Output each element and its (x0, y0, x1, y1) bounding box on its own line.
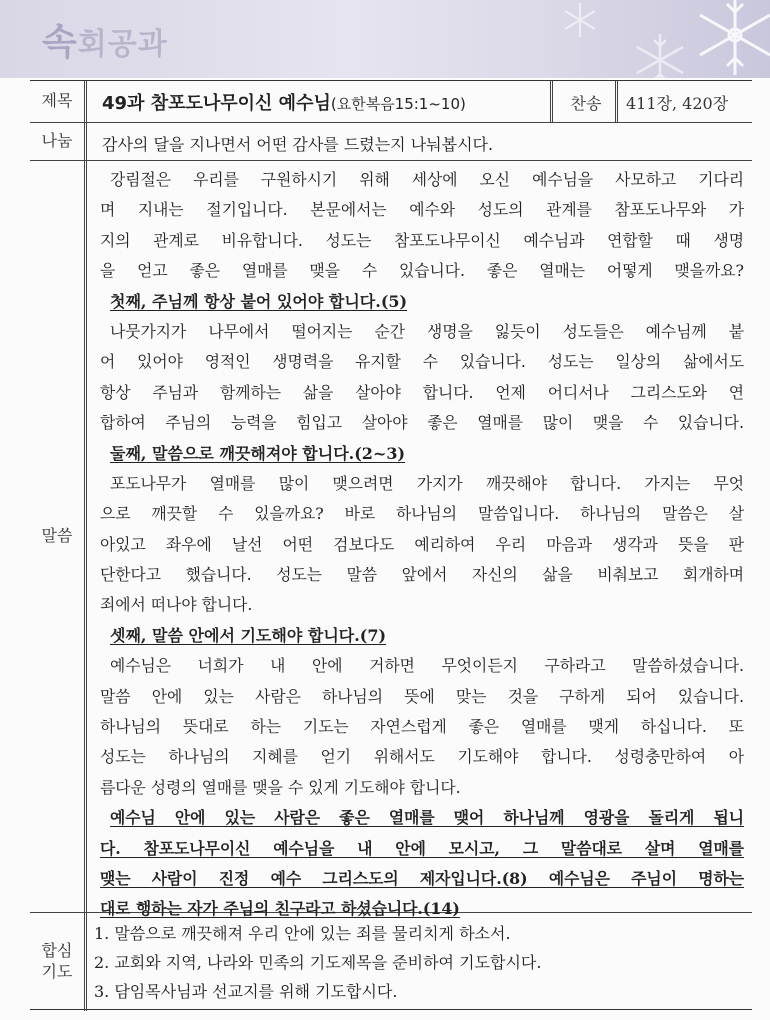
title-label: 제목 (30, 81, 87, 122)
point2-line: 아있고 좌우에 날선 어떤 검보다도 예리하여 우리 마음과 생각과 뜻을 판 (100, 534, 744, 554)
prayer-list (94, 919, 744, 1006)
share-row (30, 123, 752, 161)
page-title-rest: 회공과 (77, 27, 168, 62)
point-heading (100, 287, 744, 317)
lesson-title (102, 89, 466, 115)
page-title (42, 14, 168, 65)
page-title-first: 속 (42, 22, 78, 63)
intro-line: 지의 관계로 비유합니다. 성도는 참포도나무이신 예수님과 연합할 때 생명 (100, 230, 744, 250)
point3-line: 성도는 하나님의 지혜를 얻기 위해서도 기도해야 합니다. 성령충만하여 아 (100, 747, 744, 767)
point-heading (100, 439, 744, 469)
divider (550, 81, 553, 123)
intro-line: 며 지내는 절기입니다. 본문에서는 예수와 성도의 관계를 참포도나무와 가 (100, 200, 744, 220)
header-banner (0, 0, 770, 78)
conclusion-line: 대로 행하는 자가 주님의 친구라고 하셨습니다.(14) (100, 899, 460, 919)
share-text: 감사의 달을 지나면서 어떤 감사를 드렸는지 나눠봅시다. (102, 135, 494, 154)
point2-line: 죄에서 떠나야 합니다. (100, 595, 253, 615)
prayer-item: 1. 말씀으로 깨끗해져 우리 안에 있는 죄를 물리치게 하소서. (94, 924, 511, 943)
lesson-reference: (요한복음15:1~10) (330, 95, 466, 113)
lesson-title-text: 49과 참포도나무이신 예수님 (102, 93, 331, 114)
word-row (30, 161, 752, 919)
point1-line: 항상 주님과 함께하는 삶을 살아야 합니다. 언제 어디서나 그리스도와 연 (100, 382, 744, 402)
point2-line: 포도나무가 열매를 많이 맺으려면 가지가 깨끗해야 합니다. 가지는 무엇 (110, 473, 744, 493)
point3-line: 하나님의 뜻대로 하는 기도는 자연스럽게 좋은 열매를 맺게 하십니다. 또 (100, 717, 744, 737)
word-label: 말씀 (30, 161, 87, 912)
prayer-item: 3. 담임목사님과 선교지를 위해 기도합시다. (94, 982, 398, 1001)
conclusion-line: 다. 참포도나무이신 예수님을 내 안에 모시고, 그 말씀대로 살며 열매를 (100, 838, 744, 858)
point2-heading: 둘째, 말씀으로 깨끗해져야 합니다.(2~3) (110, 443, 406, 463)
prayer-label-line: 합심 (41, 941, 73, 961)
point2-line: 으로 깨끗할 수 있을까요? 바로 하나님의 말씀입니다. 하나님의 말씀은 살 (100, 504, 744, 524)
intro-line: 을 얻고 좋은 열매를 맺을 수 있습니다. 좋은 열매는 어떻게 맺을까요? (100, 261, 744, 281)
conclusion-line: 맺는 사람이 진정 예수 그리스도의 제자입니다.(8) 예수님은 주님이 명하는 (100, 868, 744, 888)
point1-line: 어 있어야 영적인 생명력을 유지할 수 있습니다. 성도는 일상의 삶에서도 (100, 352, 744, 372)
snowflake-icon (560, 0, 600, 40)
point-heading (100, 621, 744, 651)
sermon-body (100, 165, 744, 925)
point3-line: 예수님은 너희가 내 안에 거하면 무엇이든지 구하라고 말씀하셨습니다. (110, 656, 744, 676)
hymn-label: 찬송 (570, 94, 602, 113)
intro-line: 강림절은 우리를 구원하시기 위해 세상에 오신 예수님을 사모하고 기다리 (110, 170, 744, 189)
point3-line: 름다운 성령의 열매를 맺을 수 있게 기도해야 합니다. (100, 777, 461, 797)
point1-line: 합하여 주님의 능력을 힘입고 살아야 좋은 열매를 많이 맺을 수 있습니다. (100, 413, 744, 433)
point2-line: 단한다고 했습니다. 성도는 말씀 앞에서 자신의 삶을 비춰보고 회개하며 (100, 565, 744, 585)
point1-heading: 첫째, 주님께 항상 붙어 있어야 합니다.(5) (110, 291, 408, 311)
point1-line: 나뭇가지가 나무에서 떨어지는 순간 생명을 잃듯이 성도들은 예수님께 붙 (110, 321, 744, 341)
title-row (30, 81, 752, 123)
prayer-label-line: 기도 (41, 962, 73, 981)
lesson-table (30, 80, 752, 1010)
share-label: 나눔 (30, 123, 87, 160)
prayer-label (30, 913, 87, 1011)
snowflake-icon (630, 30, 690, 78)
conclusion-line: 예수님 안에 있는 사람은 좋은 열매를 맺어 하나님께 영광을 돌리게 됩니 (110, 808, 744, 828)
prayer-item: 2. 교회와 지역, 나라와 민족의 기도제목을 준비하여 기도합시다. (94, 953, 542, 972)
prayer-row (30, 913, 752, 1011)
divider (615, 81, 618, 123)
point3-heading: 셋째, 말씀 안에서 기도해야 합니다.(7) (110, 625, 387, 645)
snowflake-icon (690, 0, 770, 78)
hymn-value: 411장, 420장 (626, 94, 729, 113)
point3-line: 말씀 안에 있는 사람은 하나님의 뜻에 맞는 것을 구하게 되어 있습니다. (100, 686, 744, 706)
